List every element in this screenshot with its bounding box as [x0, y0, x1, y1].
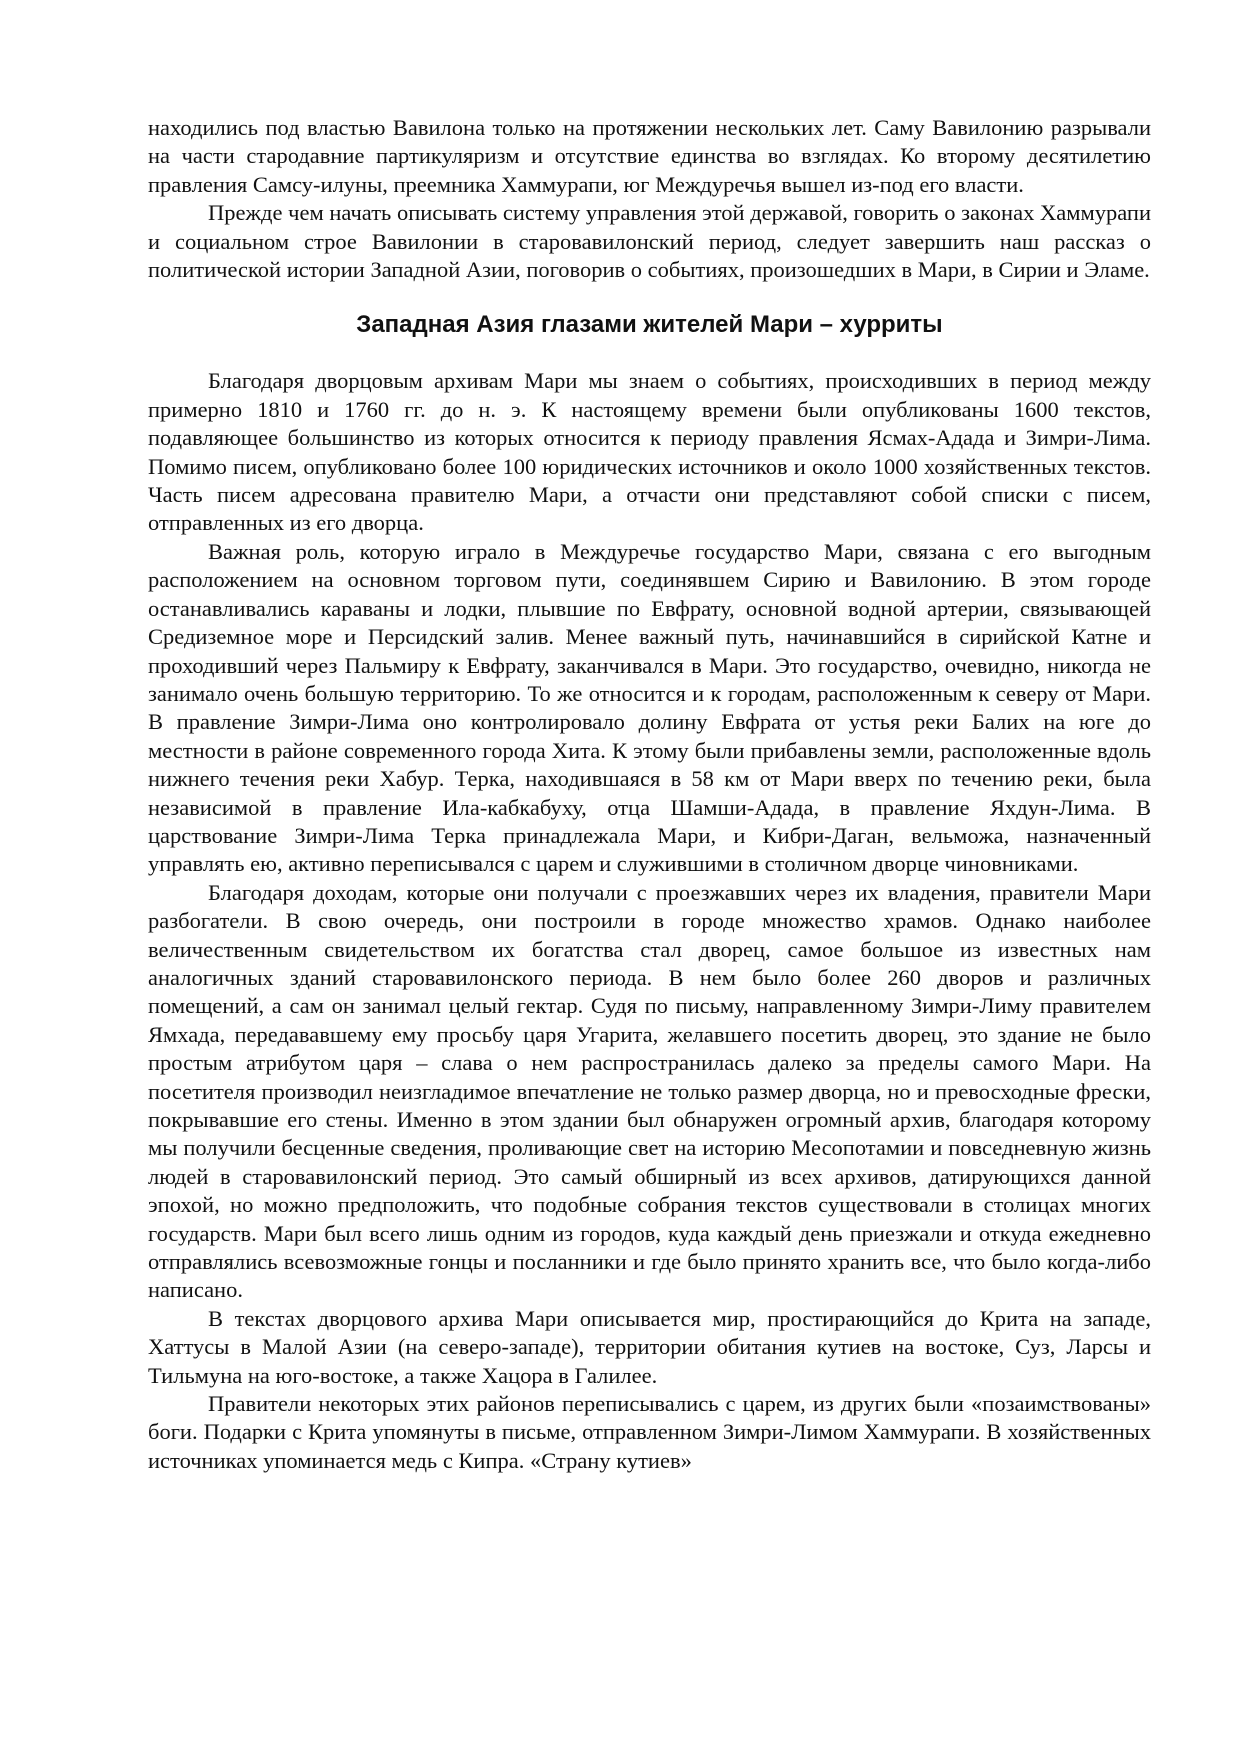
paragraph: Благодаря дворцовым архивам Мари мы знаем о событиях, происходивших в период между примерно 1810 и 1760 гг. до н. э. К настоящему времени были опубликованы 1600 текстов, подавляющее большинство из которых относится к периоду правления Ясмах-Адада и Зимри-Лима. Помимо писем, опубликовано более 100 юридических источников и около 1000 хозяйственных текстов. Часть писем адресована правителю Мари, а отчасти они представляют собой списки с писем, отправленных из его дворца. — [148, 368, 1151, 536]
paragraph: В текстах дворцового архива Мари описывается мир, простирающийся до Крита на западе, Хаттусы в Малой Азии (на северо-западе), территории обитания кутиев на востоке, Суз, Ларсы и Тильмуна на юго-востоке, а также Хацора в Галилее. — [148, 1305, 1151, 1388]
document-page — [148, 114, 1151, 1475]
paragraph: Правители некоторых этих районов переписывались с царем, из других были «позаимствованы» боги. Подарки с Крита упомянуты в письме, отправленном Зимри-Лимом Хаммурапи. В хозяйственных источниках упоминается медь с Кипра. «Страну кутиев» — [148, 1391, 1151, 1473]
paragraph-continued: находились под властью Вавилона только на протяжении нескольких лет. Саму Вавилонию разрывали на части стародавние партикуляризм и отсутствие единства во взглядах. Ко второму десятилетию правления Самсу-илуны, преемника Хаммурапи, юг Междуречья вышел из-под его власти. — [148, 115, 1151, 197]
paragraph: Прежде чем начать описывать систему управления этой державой, говорить о законах Хаммурапи и социальном строе Вавилонии в старовавилонский период, следует завершить наш рассказ о политической истории Западной Азии, поговорив о событиях, произошедших в Мари, в Сирии и Эламе. — [148, 200, 1151, 283]
section-heading: Западная Азия глазами жителей Мари – хурриты — [356, 311, 943, 339]
paragraph: Благодаря доходам, которые они получали с проезжавших через их владения, правители Мари разбогатели. В свою очередь, они построили в городе множество храмов. Однако наиболее величественным свидетельством их богатства стал дворец, самое большое из известных нам аналогичных зданий старовавилонского периода. В нем было более 260 дворов и различных помещений, а сам он занимал целый гектар. Судя по письму, направленному Зимри-Лиму правителем Ямхада, передававшему ему просьбу царя Угарита, желавшего посетить дворец, это здание не было простым атрибутом царя – слава о нем распространилась далеко за пределы самого Мари. На посетителя производил неизгладимое впечатление не только размер дворца, но и превосходные фрески, покрывавшие его стены. Именно в этом здании был обнаружен огромный архив, благодаря которому мы получили бесценные сведения, проливающие свет на историю Месопотамии и повседневную жизнь людей в старовавилонский период. Это самый обширный из всех архивов, датирующихся данной эпохой, но можно предположить, что подобные собрания текстов существовали в столицах многих государств. Мари был всего лишь одним из городов, куда каждый день приезжали и откуда ежедневно отправлялись всевозможные гонцы и посланники и где было принято хранить все, что было когда-либо написано. — [148, 879, 1151, 1303]
paragraph: Важная роль, которую играло в Междуречье государство Мари, связана с его выгодным расположением на основном торговом пути, соединявшем Сирию и Вавилонию. В этом городе останавливались караваны и лодки, плывшие по Евфрату, основной водной артерии, связывающей Средиземное море и Персидский залив. Менее важный путь, начинавшийся в сирийской Катне и проходивший через Пальмиру к Евфрату, заканчивался в Мари. Это государство, очевидно, никогда не занимало очень большую территорию. То же относится и к городам, расположенным к северу от Мари. В правление Зимри-Лима оно контролировало долину Евфрата от устья реки Балих на юге до местности в районе современного города Хита. К этому были прибавлены земли, расположенные вдоль нижнего течения реки Хабур. Терка, находившаяся в 58 км от Мари вверх по течению реки, была независимой в правление Ила-кабкабуху, отца Шамши-Адада, в правление Яхдун-Лима. В царствование Зимри-Лима Терка принадлежала Мари, и Кибри-Даган, вельможа, назначенный управлять ею, активно переписывался с царем и служившими в столичном дворце чиновниками. — [148, 538, 1151, 877]
